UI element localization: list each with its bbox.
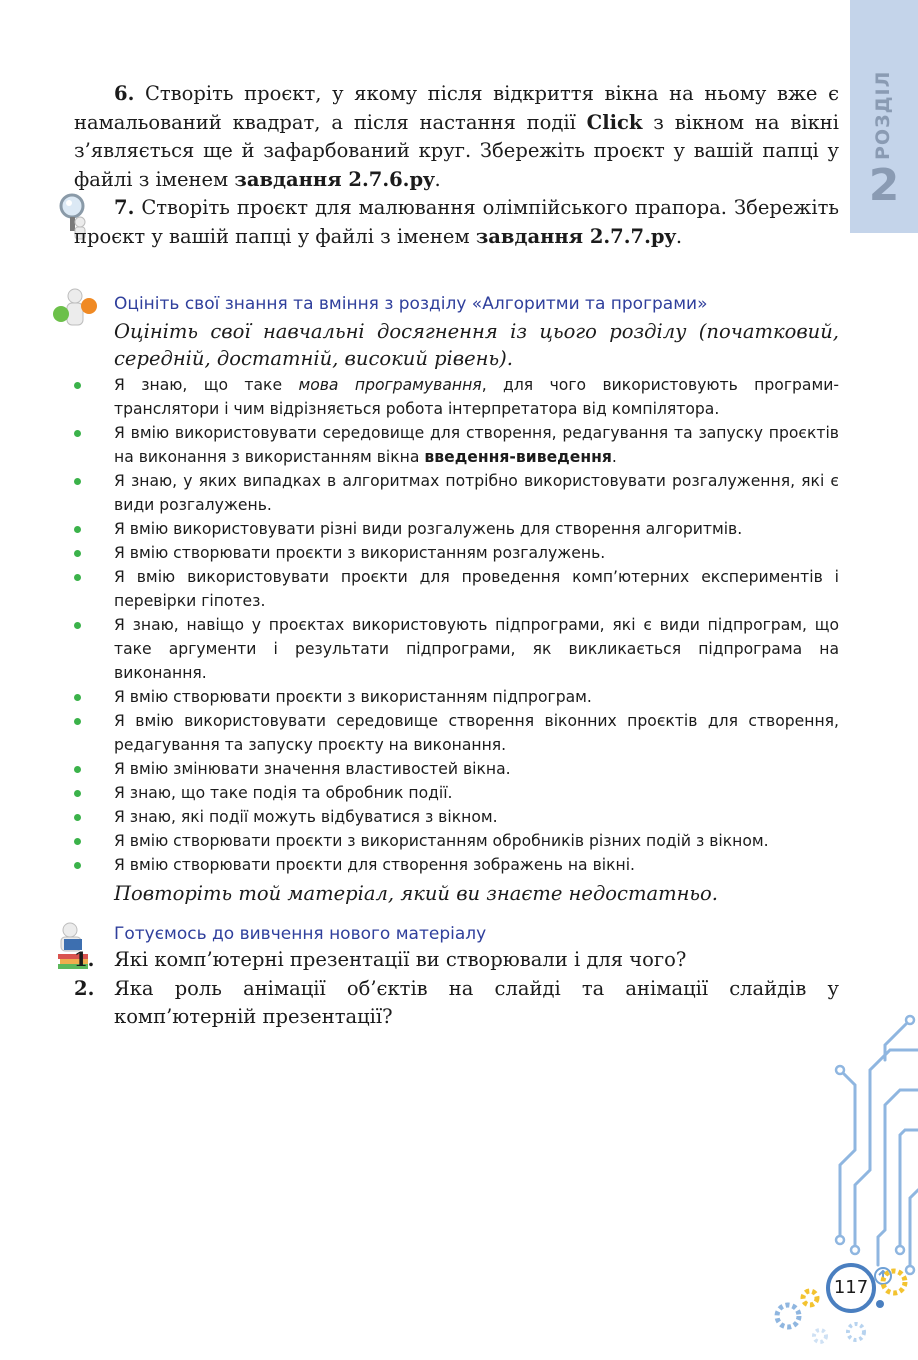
prepare-question <box>74 975 839 1032</box>
question-text: Яка роль анімації об’єктів на слайді та анімації слайдів у комп’ютерній презентації? <box>114 976 839 1029</box>
task-7-number: 7. <box>114 196 135 219</box>
assess-item <box>74 421 839 469</box>
assess-item-text: Я вмію створювати проєкти з використанням обробників різних подій з вікном. <box>114 832 769 850</box>
bullet-icon <box>74 718 81 725</box>
assess-item <box>74 517 839 541</box>
assess-item-text-end: , для чого використовують програми-транслятори і чим відрізняється робота інтерпретатора від компілятора. <box>114 376 839 418</box>
assess-item-text: Я знаю, які події можуть відбуватися з вікном. <box>114 808 498 826</box>
assess-item-text-end: . <box>611 448 617 466</box>
assess-item-text: Я вмію створювати проєкти з використанням розгалужень. <box>114 544 606 562</box>
assess-list <box>74 373 839 877</box>
assess-item <box>74 781 839 805</box>
task-6-text-2: з вікном на вікні з’являється ще й зафарбований круг. Збережіть проєкт у вашій папці у файлі з іменем <box>74 110 839 191</box>
assess-item <box>74 757 839 781</box>
assess-item-text: Я знаю, у яких випадках в алгоритмах потрібно використовувати розгалуження, які є види розгалужень. <box>114 472 839 514</box>
assess-item <box>74 685 839 709</box>
assess-item <box>74 853 839 877</box>
assess-item-text: Я вмію створювати проєкти з використанням підпрограм. <box>114 688 592 706</box>
assess-item <box>74 469 839 517</box>
bullet-icon <box>74 766 81 773</box>
assess-item <box>74 709 839 757</box>
assess-item-bold: введення-виведення <box>424 448 612 466</box>
assess-item-text: Я вмію використовувати різні види розгалужень для створення алгоритмів. <box>114 520 743 538</box>
assess-item-text: Я вмію використовувати середовище створення віконних проєктів для створення, редагування та запуску проєкту на виконання. <box>114 712 839 754</box>
task-7 <box>74 194 839 251</box>
task-6-number: 6. <box>114 82 135 105</box>
task-6 <box>74 80 839 194</box>
task-6-end: . <box>434 167 441 191</box>
assess-item-text: Я вмію використовувати середовище для створення, редагування та запуску проєктів на виконання з використанням вікна <box>114 424 839 466</box>
task-6-text-1: Створіть проєкт, у якому після відкриття вікна на ньому вже є намальований квадрат, а після настання події <box>74 82 839 134</box>
assess-heading: Оцініть свої знання та вміння з розділу «Алгоритми та програми» <box>114 294 708 314</box>
question-number: 2. <box>74 976 95 1000</box>
assess-item <box>74 805 839 829</box>
assess-item-text: Я знаю, що таке подія та обробник події. <box>114 784 453 802</box>
assess-item <box>74 613 839 685</box>
bullet-icon <box>74 862 81 869</box>
bullet-icon <box>74 622 81 629</box>
bullet-icon <box>74 430 81 437</box>
bullet-icon <box>74 838 81 845</box>
prepare-question <box>74 946 839 975</box>
chapter-number: 2 <box>868 160 900 211</box>
assess-item-text: Я вмію використовувати проєкти для проведення комп’ютерних експериментів і перевірки гіпотез. <box>114 568 839 610</box>
prepare-section <box>74 946 839 1032</box>
bullet-icon <box>74 694 81 701</box>
bullet-icon <box>74 790 81 797</box>
chapter-tab <box>850 0 918 233</box>
assess-item <box>74 373 839 421</box>
task-7-text: Створіть проєкт для малювання олімпійського прапора. Збережіть проєкт у вашій папці у файлі з іменем <box>74 196 839 248</box>
assess-intro: Оцініть свої навчальні досягнення із цього розділу (початковий, середній, достатній, високий рівень). <box>114 320 839 370</box>
task-7-end: . <box>675 224 683 248</box>
bullet-icon <box>74 814 81 821</box>
assess-item-text: Я вмію змінювати значення властивостей вікна. <box>114 760 511 778</box>
prepare-list <box>74 946 839 1032</box>
bullet-icon <box>74 382 81 389</box>
assess-item-text: Я знаю, навіщо у проєктах використовують підпрограми, які є види підпрограм, що таке аргументи і результати підпрограми, як викликається підпрограма на виконання. <box>114 616 839 682</box>
task-7-filename: завдання 2.7.7.py <box>475 224 676 248</box>
prepare-heading: Готуємось до вивчення нового матеріалу <box>114 924 487 944</box>
bullet-icon <box>74 478 81 485</box>
assess-item <box>74 541 839 565</box>
assess-item <box>74 565 839 613</box>
assess-item-text: Я знаю, що таке <box>114 376 299 394</box>
assess-item-italic: мова програмування <box>298 376 482 394</box>
bullet-icon <box>74 574 81 581</box>
page-number: 117 <box>826 1263 876 1313</box>
assess-item-text: Я вмію створювати проєкти для створення зображень на вікні. <box>114 856 635 874</box>
assess-item <box>74 829 839 853</box>
question-text: Які комп’ютерні презентації ви створювали і для чого? <box>114 948 687 971</box>
task-6-event: Click <box>586 110 643 134</box>
question-number: 1. <box>74 948 95 971</box>
bullet-icon <box>74 526 81 533</box>
bullet-icon <box>74 550 81 557</box>
assess-outro: Повторіть той матеріал, який ви знаєте недостатньо. <box>114 882 718 905</box>
chapter-word: РОЗДІЛ <box>872 70 894 160</box>
assess-section <box>74 318 839 907</box>
task-6-filename: завдання 2.7.6.py <box>234 167 435 191</box>
